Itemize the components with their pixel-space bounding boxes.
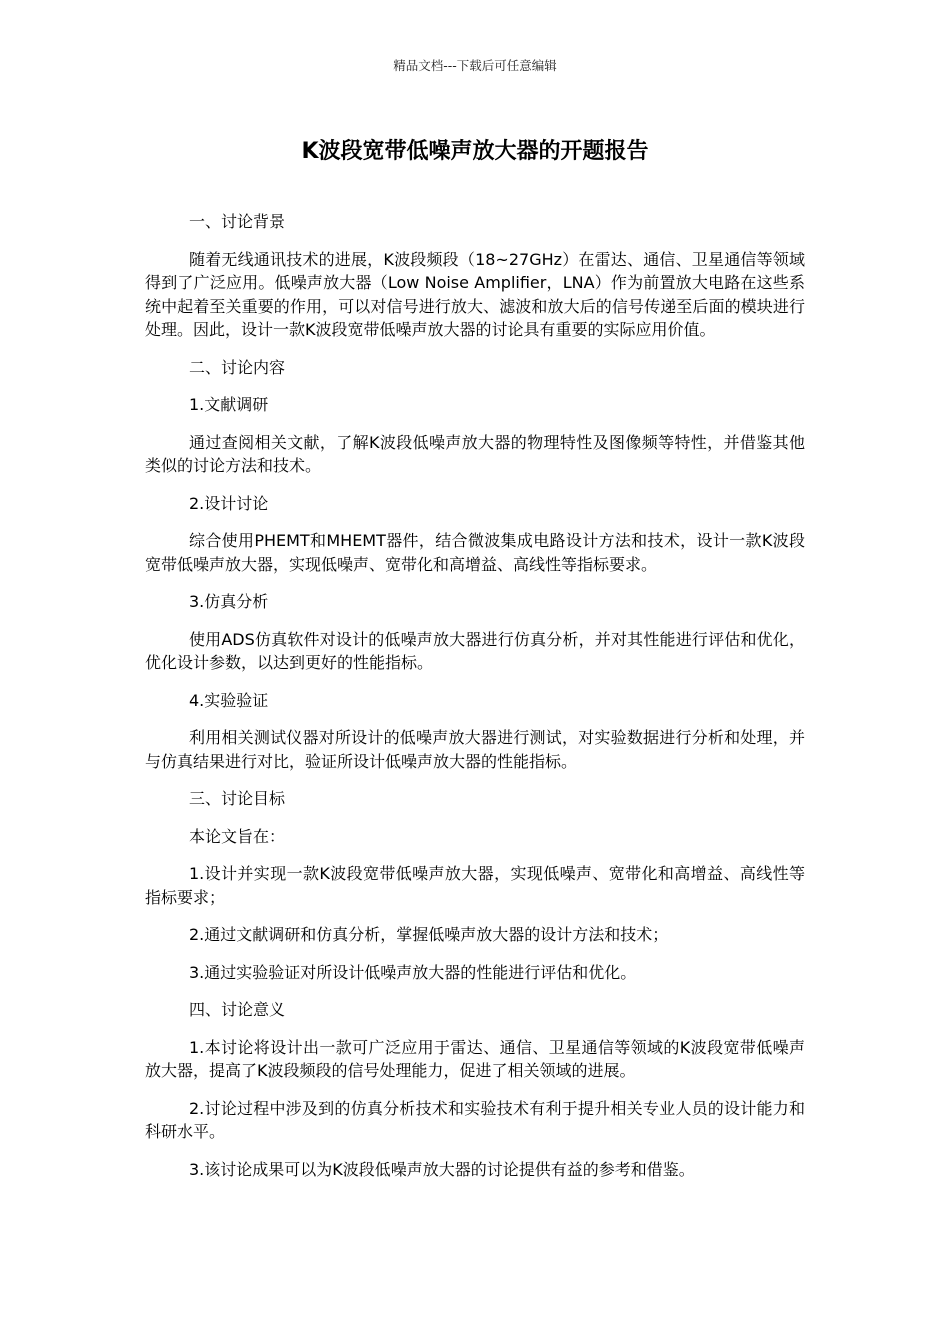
list-item-goal-1: 1.设计并实现一款K波段宽带低噪声放大器，实现低噪声、宽带化和高增益、高线性等指标要求； xyxy=(145,864,805,907)
paragraph-literature: 通过查阅相关文献，了解K波段低噪声放大器的物理特性及图像频等特性，并借鉴其他类似的讨论方法和技术。 xyxy=(145,432,805,475)
section-heading-goals: 三、讨论目标 xyxy=(189,789,286,808)
document-body xyxy=(145,210,805,1195)
list-item-significance-1: 1.本讨论将设计出一款可广泛应用于雷达、通信、卫星通信等领域的K波段宽带低噪声放大器，提高了K波段频段的信号处理能力，促进了相关领域的进展。 xyxy=(145,1037,805,1080)
paragraph-design: 综合使用PHEMT和MHEMT器件，结合微波集成电路设计方法和技术，设计一款K波段宽带低噪声放大器，实现低噪声、宽带化和高增益、高线性等指标要求。 xyxy=(145,531,805,574)
list-item-goal-3: 3.通过实验验证对所设计低噪声放大器的性能进行评估和优化。 xyxy=(189,962,637,982)
paragraph-goals-intro: 本论文旨在： xyxy=(189,826,286,846)
subheading-design: 2.设计讨论 xyxy=(189,493,269,513)
list-item-significance-2: 2.讨论过程中涉及到的仿真分析技术和实验技术有利于提升相关专业人员的设计能力和科研水平。 xyxy=(145,1098,805,1141)
subheading-literature: 1.文献调研 xyxy=(189,395,269,414)
paragraph-background: 随着无线通讯技术的进展，K波段频段（18~27GHz）在雷达、通信、卫星通信等领域得到了广泛应用。低噪声放大器（Low Noise Amplifier，LNA）作为前置放大电路在这些系统中起着至关重要的作用，可以对信号进行放大、滤波和放大后的信号传递至后面的模块进行处理。因此，设计一款K波段宽带低噪声放大器的讨论具有重要的实际应用价值。 xyxy=(145,249,805,339)
document-title: K波段宽带低噪声放大器的开题报告 xyxy=(301,139,649,164)
section-heading-background: 一、讨论背景 xyxy=(189,212,286,231)
subheading-simulation: 3.仿真分析 xyxy=(189,592,269,611)
list-item-goal-2: 2.通过文献调研和仿真分析，掌握低噪声放大器的设计方法和技术； xyxy=(189,925,669,944)
section-heading-significance: 四、讨论意义 xyxy=(189,1000,286,1019)
list-item-significance-3: 3.该讨论成果可以为K波段低噪声放大器的讨论提供有益的参考和借鉴。 xyxy=(189,1159,695,1179)
paragraph-simulation: 使用ADS仿真软件对设计的低噪声放大器进行仿真分析，并对其性能进行评估和优化，优化设计参数，以达到更好的性能指标。 xyxy=(145,629,805,672)
section-heading-content: 二、讨论内容 xyxy=(189,357,286,377)
page-header: 精品文档---下载后可任意编辑 xyxy=(393,58,557,73)
subheading-experiment: 4.实验验证 xyxy=(189,690,269,710)
paragraph-experiment: 利用相关测试仪器对所设计的低噪声放大器进行测试，对实验数据进行分析和处理，并与仿真结果进行对比，验证所设计低噪声放大器的性能指标。 xyxy=(145,728,805,771)
